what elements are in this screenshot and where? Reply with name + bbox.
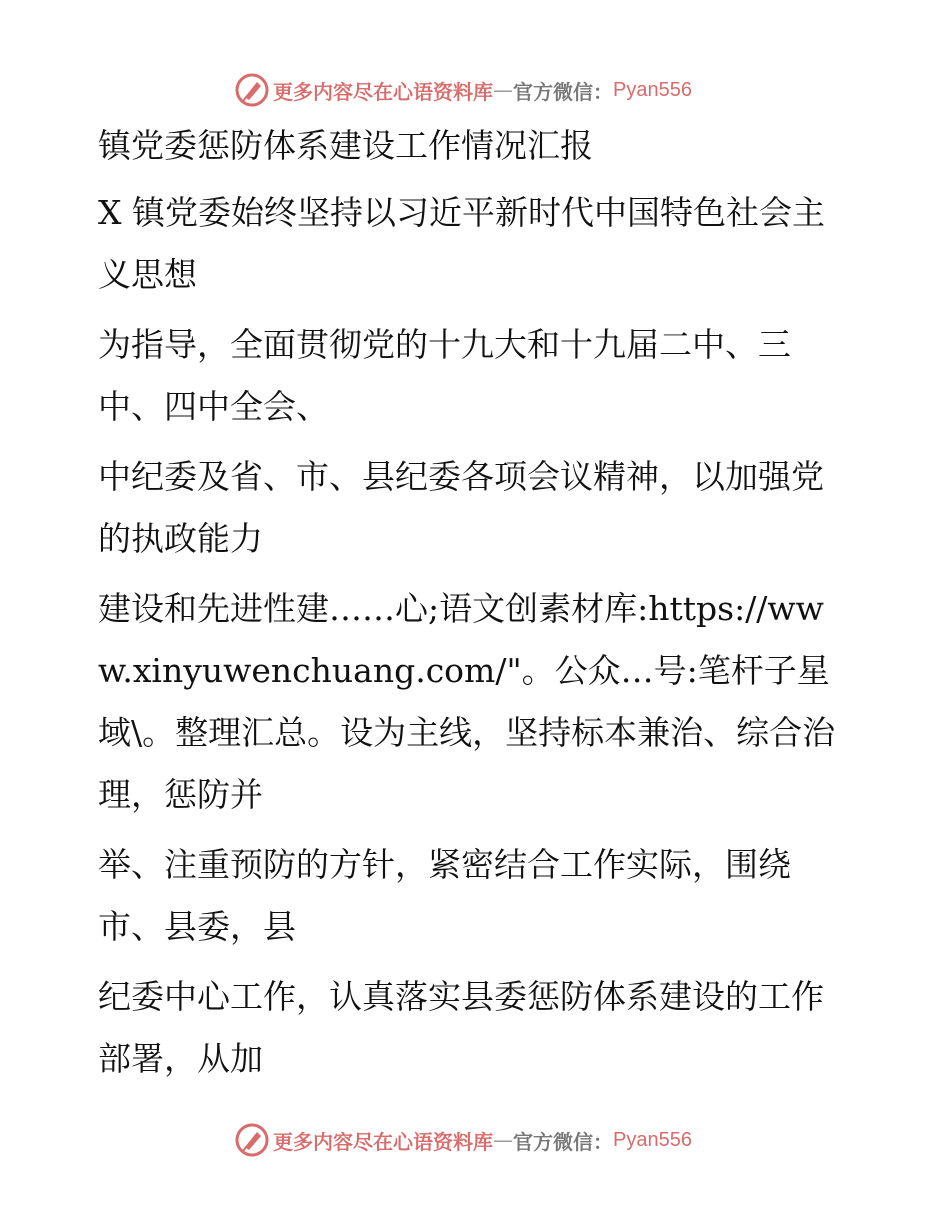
brand-sub-text: 官方微信：: [513, 1129, 613, 1154]
footer-banner: [235, 1122, 692, 1158]
brand-dash: —: [493, 78, 513, 102]
paragraph-6: 纪委中心工作，认真落实县委惩防体系建设的工作部署，从加: [98, 977, 824, 1078]
brand-wechat-id: Pyan556: [613, 78, 692, 101]
pen-logo-icon: [235, 1123, 269, 1157]
brand-text: 更多内容尽在心语资料库: [273, 79, 493, 104]
paragraph-5: 举、注重预防的方针，紧密结合工作实际，围绕市、县委，县: [98, 845, 791, 946]
header-banner: [235, 72, 692, 108]
pen-logo-icon: [235, 73, 269, 107]
brand-dash: —: [493, 1128, 513, 1152]
brand-sub-text: 官方微信：: [513, 79, 613, 104]
paragraph-1: X 镇党委始终坚持以习近平新时代中国特色社会主义思想: [98, 193, 825, 294]
document-body: [98, 118, 838, 1090]
document-title: 镇党委惩防体系建设工作情况汇报: [98, 126, 593, 165]
brand-text: 更多内容尽在心语资料库: [273, 1129, 493, 1154]
brand-wechat-id: Pyan556: [613, 1128, 692, 1151]
paragraph-4: 建设和先进性建……心;语文创素材库:https://www.xinyuwenchuang.com/"。公众…号:笔杆子星域\。整理汇总。设为主线，坚持标本兼治、综合治理，惩防并: [98, 589, 836, 814]
paragraph-2: 为指导，全面贯彻党的十九大和十九届二中、三中、四中全会、: [98, 325, 791, 426]
paragraph-3: 中纪委及省、市、县纪委各项会议精神，以加强党的执政能力: [98, 457, 824, 558]
